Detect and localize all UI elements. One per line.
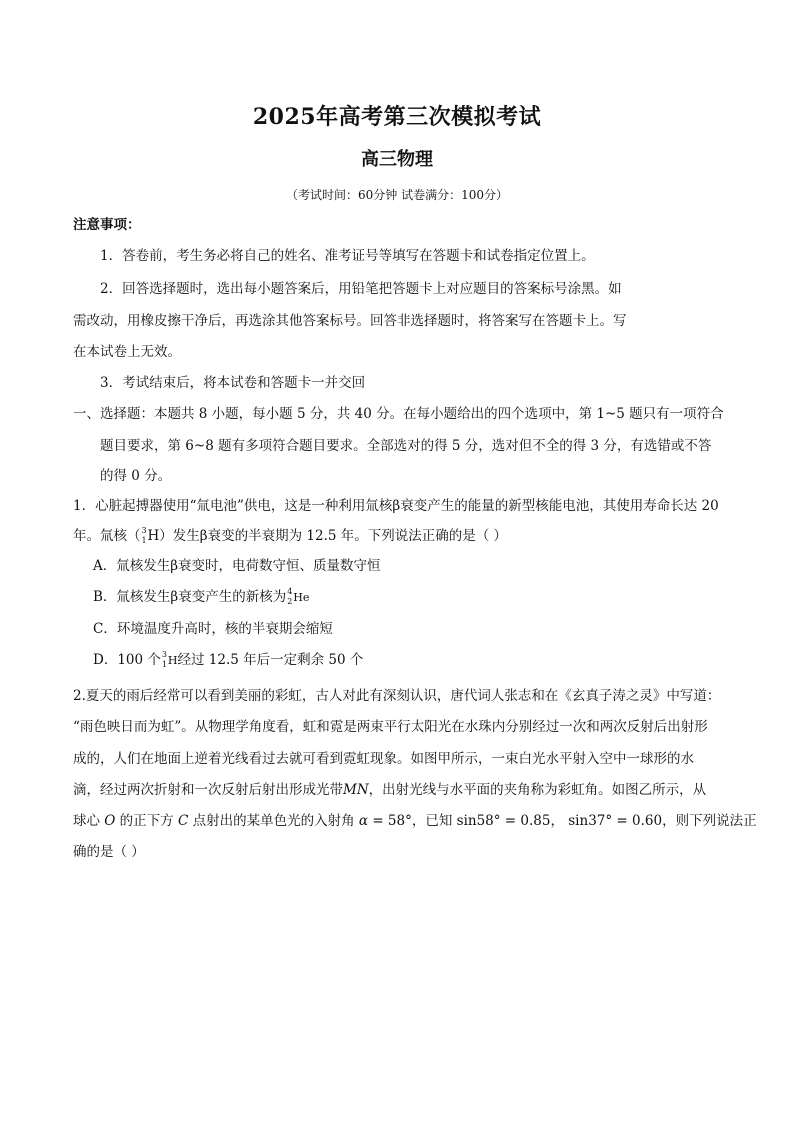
tritium-mass-number: 3 (141, 525, 147, 535)
q2-line-5-text-b: 的正下方 (115, 813, 178, 829)
q1-option-a: A．氚核发生β衰变时，电荷数守恒、质量数守恒 (93, 558, 381, 574)
q2-stem-line-1: 2.夏天的雨后经常可以看到美丽的彩虹，古人对此有深刻认识，唐代词人张志和在《玄真子涛之灵》中写道： (73, 688, 721, 704)
q1-stem-line-1: 1．心脏起搏器使用“氚电池”供电，这是一种利用氚核β衰变产生的能量的新型核能电池，其使用寿命长达 20 (73, 498, 719, 514)
tritium-symbol-d (161, 649, 168, 670)
q2-line-5-text-c: 点射出的某单色光的入射角 (188, 813, 359, 829)
point-o: O (104, 813, 116, 829)
exam-title: 2025年高考第三次模拟考试 (252, 104, 542, 130)
exam-info: （考试时间：60分钟 试卷满分：100分） (286, 188, 508, 202)
point-c: C (177, 813, 189, 829)
q1-option-c: C．环境温度升高时，核的半衰期会缩短 (93, 621, 333, 637)
q2-stem-line-2: “雨色映日而为虹”。从物理学角度看，虹和霓是两束平行太阳光在水珠内分别经过一次和两次反射后出射形 (73, 719, 708, 735)
q1-option-d (93, 650, 363, 671)
tritium-d-atomic-number: 1 (161, 659, 167, 669)
helium-element: He (293, 591, 310, 604)
q2-line-4-text-b: ，出射光线与水平面的夹角称为彩虹角。如图乙所示，从 (368, 782, 707, 798)
notice-item-2-line-3: 在本试卷上无效。 (73, 344, 181, 360)
helium-symbol (286, 586, 293, 607)
notice-item-2-line-2: 需改动，用橡皮擦干净后，再选涂其他答案标号。回答非选择题时，将答案写在答题卡上。写 (73, 313, 627, 329)
notice-item-2-line-1: 2．回答选择题时，选出每小题答案后，用铅笔把答题卡上对应题目的答案标号涂黑。如 (100, 281, 622, 297)
light-band-mn: MN (343, 782, 369, 798)
q2-stem-line-3: 成的，人们在地面上逆着光线看过去就可看到霓虹现象。如图甲所示，一束白光水平射入空中一球形的水 (73, 751, 694, 767)
q2-line-5-text-d: = 58°，已知 sin58° = 0.85， sin37° = 0.60，则下列说法正 (368, 813, 757, 829)
q1-option-b-text: B．氚核发生β衰变产生的新核为 (93, 589, 287, 605)
helium-atomic-number: 2 (287, 596, 293, 606)
tritium-d-element: H (167, 654, 178, 667)
section-1-intro-line-2: 题目要求，第 6~8 题有多项符合题目要求。全部选对的得 5 分，选对但不全的得 3 分，有选错或不答 (100, 438, 712, 454)
section-1-intro-line-3: 的得 0 分。 (100, 468, 172, 484)
q1-option-b (93, 587, 309, 608)
q1-option-d-text-a: D．100 个 (93, 652, 161, 668)
helium-mass-number: 4 (287, 586, 293, 596)
q2-line-5-text-a: 球心 (73, 813, 105, 829)
tritium-d-mass-number: 3 (161, 649, 167, 659)
angle-alpha: α (358, 813, 369, 829)
notice-item-3: 3．考试结束后，将本试卷和答题卡一并交回 (100, 375, 366, 391)
notice-item-1: 1．答卷前，考生务必将自己的姓名、准考证号等填写在答题卡和试卷指定位置上。 (100, 248, 595, 264)
q2-stem-line-6: 确的是（ ） (73, 844, 145, 860)
q1-stem-text-b: ）发生β衰变的半衰期为 12.5 年。下列说法正确的是（ ） (159, 528, 508, 544)
q2-line-4-text-a: 滴，经过两次折射和一次反射后射出形成光带 (73, 782, 343, 798)
q1-stem-line-2 (73, 526, 507, 546)
tritium-atomic-number: 1 (141, 535, 147, 545)
tritium-element: H (147, 528, 160, 544)
q2-stem-line-4 (73, 780, 706, 800)
q1-option-d-text-b: 经过 12.5 年后一定剩余 50 个 (177, 652, 364, 668)
tritium-symbol (141, 525, 148, 546)
notice-heading: 注意事项： (73, 217, 141, 233)
q1-stem-text-a: 年。氚核（ (73, 528, 141, 544)
section-1-intro-line-1: 一、选择题：本题共 8 小题，每小题 5 分，共 40 分。在每小题给出的四个选项中，第 1~5 题只有一项符合 (73, 406, 724, 422)
q2-stem-line-5 (73, 811, 757, 831)
exam-subtitle: 高三物理 (361, 149, 433, 170)
